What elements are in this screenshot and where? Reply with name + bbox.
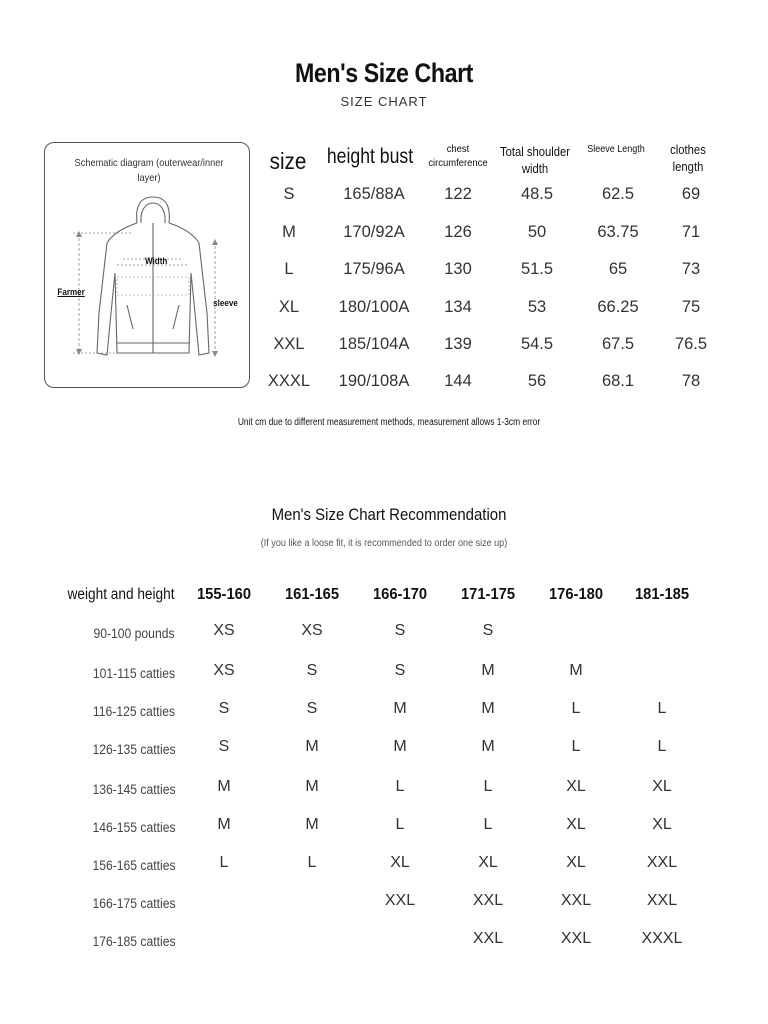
recommended-size: M — [393, 738, 407, 755]
size-table-row — [252, 257, 732, 289]
header-length: clothes length — [670, 143, 706, 174]
recommendation-note: (If you like a loose fit, it is recommended to order one size up) — [260, 537, 508, 549]
recommendation-row — [60, 700, 740, 730]
weight-label: 176-185 catties — [92, 934, 176, 949]
size-table-row — [252, 332, 732, 364]
cell-height-bust: 175/96A — [343, 260, 405, 278]
recommended-size: XXL — [472, 930, 504, 947]
recommended-size: L — [219, 854, 229, 871]
recommended-size: XL — [390, 854, 410, 871]
recommended-size: XXL — [560, 930, 592, 947]
cell-length: 73 — [681, 260, 701, 278]
cell-height-bust: 185/104A — [338, 335, 410, 353]
cell-chest: 130 — [444, 260, 472, 278]
recommended-size: XS — [213, 622, 235, 639]
header-height-bust: height bust — [326, 145, 414, 168]
header-size: size — [269, 148, 307, 174]
cell-chest: 144 — [444, 372, 472, 390]
measurement-note: Unit cm due to different measurement methods, measurement allows 1-3cm error — [237, 417, 541, 428]
recommended-size: XL — [652, 816, 672, 833]
cell-height-bust: 180/100A — [338, 298, 410, 316]
recommended-size: M — [217, 816, 231, 833]
sleeve-label: sleeve — [213, 298, 238, 309]
recommended-size: S — [394, 662, 406, 679]
header-height-range: 166-170 — [372, 586, 428, 603]
recommended-size: S — [306, 662, 318, 679]
header-height-range: 176-180 — [548, 586, 604, 603]
recommended-size: L — [657, 700, 667, 717]
recommended-size: XL — [566, 854, 586, 871]
recommendation-row — [60, 738, 740, 768]
weight-label: 156-165 catties — [92, 858, 176, 873]
recommendation-row — [60, 778, 740, 808]
recommendation-title: Men's Size Chart Recommendation — [271, 505, 507, 524]
cell-shoulder: 48.5 — [520, 185, 554, 203]
recommended-size: M — [217, 778, 231, 795]
header-height-range: 181-185 — [634, 586, 690, 603]
weight-label: 101-115 catties — [92, 666, 176, 681]
cell-height-bust: 170/92A — [343, 223, 405, 241]
recommended-size: L — [657, 738, 667, 755]
cell-length: 78 — [681, 372, 701, 390]
header-shoulder: Total shoulder width — [499, 145, 571, 176]
cell-length: 75 — [681, 298, 701, 316]
farmer-label: Farmer — [57, 287, 85, 298]
recommended-size: M — [305, 738, 319, 755]
cell-size: XXL — [273, 335, 305, 353]
cell-height-bust: 165/88A — [343, 185, 405, 203]
cell-length: 76.5 — [674, 335, 708, 353]
weight-label: 90-100 pounds — [93, 626, 175, 641]
header-weight-height: weight and height — [67, 586, 175, 603]
cell-size: XL — [278, 298, 300, 316]
header-height-range: 171-175 — [460, 586, 516, 603]
recommendation-header-row — [60, 586, 740, 612]
cell-shoulder: 53 — [527, 298, 547, 316]
recommended-size: XL — [566, 816, 586, 833]
recommendation-row — [60, 622, 740, 652]
recommended-size: XXL — [646, 854, 678, 871]
header-chest: chest circumference — [428, 143, 488, 169]
recommendation-row — [60, 816, 740, 846]
cell-chest: 126 — [444, 223, 472, 241]
cell-shoulder: 51.5 — [520, 260, 554, 278]
size-table-row — [252, 182, 732, 214]
recommended-size: L — [307, 854, 317, 871]
recommended-size: L — [483, 778, 493, 795]
page-subtitle: SIZE CHART — [340, 94, 428, 109]
cell-size: S — [283, 185, 295, 203]
recommended-size: S — [218, 738, 230, 755]
recommended-size: XXL — [560, 892, 592, 909]
recommended-size: S — [218, 700, 230, 717]
weight-label: 146-155 catties — [92, 820, 176, 835]
recommended-size: XXL — [472, 892, 504, 909]
page-title: Men's Size Chart — [294, 58, 473, 88]
recommended-size: S — [394, 622, 406, 639]
recommended-size: M — [481, 700, 495, 717]
size-table-row — [252, 220, 732, 252]
recommended-size: XL — [478, 854, 498, 871]
cell-shoulder: 50 — [527, 223, 547, 241]
recommended-size: L — [395, 778, 405, 795]
recommended-size: XXXL — [641, 930, 683, 947]
cell-sleeve: 65 — [608, 260, 628, 278]
recommended-size: XL — [652, 778, 672, 795]
width-label: Width — [144, 256, 168, 267]
recommended-size: L — [395, 816, 405, 833]
recommended-size: L — [571, 738, 581, 755]
weight-label: 166-175 catties — [92, 896, 176, 911]
size-table-row — [252, 295, 732, 327]
cell-height-bust: 190/108A — [338, 372, 410, 390]
cell-shoulder: 54.5 — [520, 335, 554, 353]
recommended-size: XS — [213, 662, 235, 679]
cell-sleeve: 67.5 — [601, 335, 635, 353]
cell-size: M — [282, 223, 296, 241]
cell-size: XXXL — [267, 372, 311, 390]
recommended-size: S — [482, 622, 494, 639]
recommended-size: S — [306, 700, 318, 717]
cell-sleeve: 66.25 — [597, 298, 639, 316]
recommendation-row — [60, 854, 740, 884]
cell-chest: 139 — [444, 335, 472, 353]
recommended-size: L — [571, 700, 581, 717]
recommended-size: M — [305, 778, 319, 795]
recommended-size: XXL — [384, 892, 416, 909]
cell-sleeve: 68.1 — [601, 372, 635, 390]
recommended-size: M — [569, 662, 583, 679]
recommended-size: XL — [566, 778, 586, 795]
recommended-size: L — [483, 816, 493, 833]
weight-label: 126-135 catties — [92, 742, 176, 757]
weight-label: 116-125 catties — [92, 704, 176, 719]
cell-chest: 134 — [444, 298, 472, 316]
recommended-size: M — [481, 662, 495, 679]
recommendation-row — [60, 930, 740, 960]
jacket-outline-icon — [53, 193, 243, 373]
cell-length: 71 — [681, 223, 701, 241]
size-table-row — [252, 369, 732, 401]
header-sleeve: Sleeve Length — [587, 144, 645, 155]
header-height-range: 161-165 — [284, 586, 340, 603]
recommended-size: M — [305, 816, 319, 833]
jacket-diagram-box — [44, 142, 250, 388]
recommended-size: XXL — [646, 892, 678, 909]
cell-shoulder: 56 — [527, 372, 547, 390]
recommendation-row — [60, 892, 740, 922]
cell-sleeve: 63.75 — [597, 223, 639, 241]
weight-label: 136-145 catties — [92, 782, 176, 797]
cell-length: 69 — [681, 185, 701, 203]
cell-sleeve: 62.5 — [601, 185, 635, 203]
recommended-size: M — [481, 738, 495, 755]
recommendation-row — [60, 662, 740, 692]
header-height-range: 155-160 — [196, 586, 252, 603]
recommended-size: M — [393, 700, 407, 717]
cell-size: L — [284, 260, 294, 278]
cell-chest: 122 — [444, 185, 472, 203]
recommended-size: XS — [301, 622, 323, 639]
diagram-caption: Schematic diagram (outerwear/inner layer) — [74, 157, 224, 184]
